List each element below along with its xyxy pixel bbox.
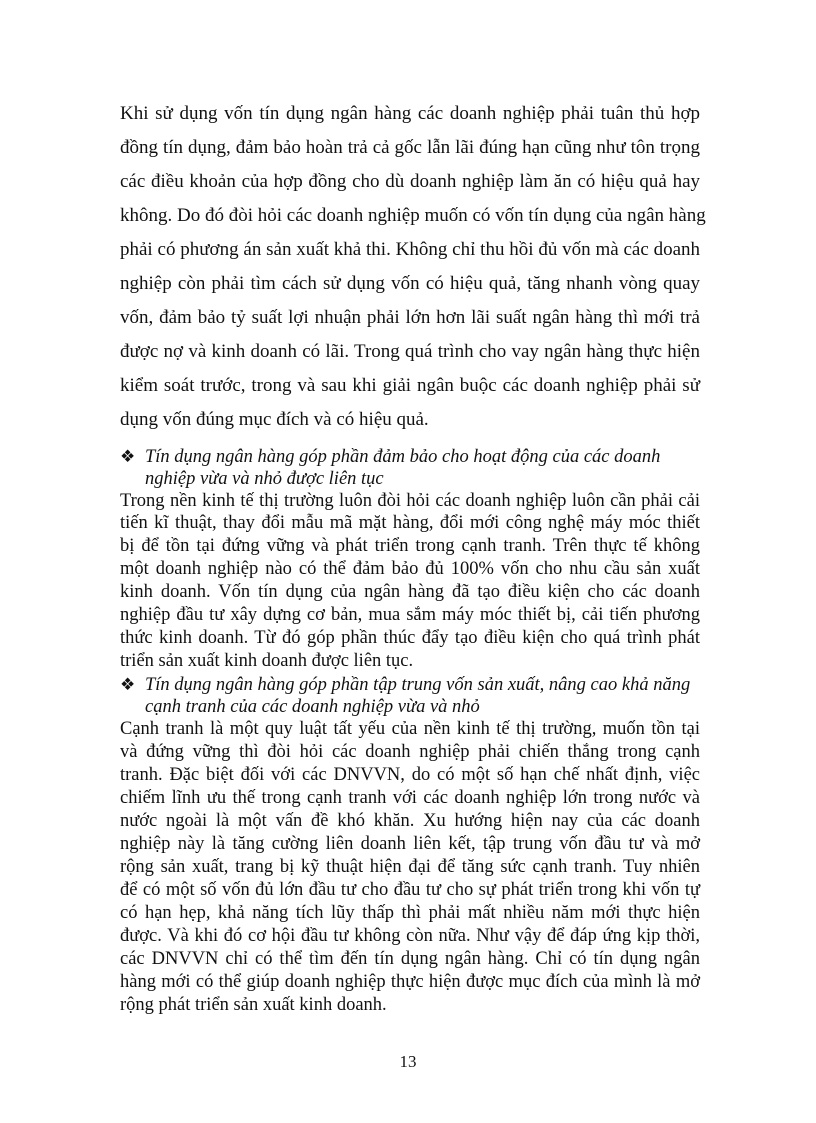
text-line: nghiệp này là tăng cường liên doanh liên kết, tập trung vốn đầu tư và mở: [120, 834, 700, 854]
text-line: dụng vốn đúng mục đích và có hiệu quả.: [120, 409, 429, 430]
text-line: rộng phát triển sản xuất kinh doanh.: [120, 995, 387, 1015]
text-line: kiểm soát trước, trong và sau khi giải ngân buộc các doanh nghiệp phải sử: [120, 375, 700, 396]
text-line: rộng sản xuất, trang bị kỹ thuật hiện đại để tăng sức cạnh tranh. Tuy nhiên: [120, 857, 700, 877]
text-line: Khi sử dụng vốn tín dụng ngân hàng các doanh nghiệp phải tuân thủ hợp: [120, 103, 700, 124]
text-line: phải có phương án sản xuất khả thi. Không chỉ thu hồi đủ vốn mà các doanh: [120, 239, 700, 260]
text-line: Trong nền kinh tế thị trường luôn đòi hỏi các doanh nghiệp luôn cần phải cải: [120, 491, 700, 511]
text-line: Cạnh tranh là một quy luật tất yếu của nền kinh tế thị trường, muốn tồn tại: [120, 719, 700, 739]
text-line: không. Do đó đòi hỏi các doanh nghiệp muốn có vốn tín dụng của ngân hàng: [120, 205, 706, 226]
text-line: được nợ và kinh doanh có lãi. Trong quá trình cho vay ngân hàng thực hiện: [120, 341, 700, 362]
text-line: các điều khoản của hợp đồng cho dù doanh nghiệp làm ăn có hiệu quả hay: [120, 171, 700, 192]
heading-line: Tín dụng ngân hàng góp phần tập trung vốn sản xuất, nâng cao khả năng: [145, 675, 691, 695]
page-number: 13: [399, 1052, 417, 1071]
text-line: để có một số vốn đủ lớn đầu tư cho đầu tư cho sự phát triển trong khi vốn tự: [120, 880, 700, 900]
text-line: nước ngoài là một vấn đề khó khăn. Xu hướng hiện nay của các doanh: [120, 811, 700, 831]
text-line: đồng tín dụng, đảm bảo hoàn trả cả gốc lẫn lãi đúng hạn cũng như tôn trọng: [120, 137, 700, 158]
text-line: bị để tồn tại đứng vững và phát triển trong cạnh tranh. Trên thực tế không: [120, 536, 700, 556]
text-line: các DNVVN chỉ có thể tìm đến tín dụng ngân hàng. Chỉ có tín dụng ngân: [120, 949, 700, 969]
text-line: được. Và khi đó cơ hội đầu tư không còn nữa. Như vậy để đáp ứng kịp thời,: [120, 926, 700, 946]
text-line: có hạn hẹp, khả năng tích lũy thấp thì phải mất nhiều năm mới thực hiện: [120, 903, 700, 923]
text-line: nghiệp đầu tư xây dựng cơ bản, mua sắm máy móc thiết bị, cải tiến phương: [120, 605, 700, 625]
diamond-bullet-icon: ❖: [120, 447, 136, 466]
text-line: tranh. Đặc biệt đối với các DNVVN, do có một số hạn chế nhất định, việc: [120, 765, 700, 785]
heading-line: cạnh tranh của các doanh nghiệp vừa và nhỏ: [145, 697, 480, 717]
text-line: hàng mới có thể giúp doanh nghiệp thực hiện được mục đích của mình là mở: [120, 972, 700, 992]
text-line: chiếm lĩnh ưu thế trong cạnh tranh với các doanh nghiệp lớn trong nước và: [120, 788, 700, 808]
heading-line: nghiệp vừa và nhỏ được liên tục: [145, 469, 384, 489]
heading-line: Tín dụng ngân hàng góp phần đảm bảo cho hoạt động của các doanh: [145, 447, 661, 467]
diamond-bullet-icon: ❖: [120, 675, 136, 694]
text-line: thức kinh doanh. Từ đó góp phần thúc đẩy tạo điều kiện cho quá trình phát: [120, 628, 700, 648]
text-line: tiến kĩ thuật, thay đổi mẫu mã mặt hàng, đổi mới công nghệ máy móc thiết: [120, 513, 700, 533]
text-line: một doanh nghiệp nào có thể đảm bảo đủ 100% vốn cho nhu cầu sản xuất: [120, 559, 700, 579]
text-line: kinh doanh. Vốn tín dụng của ngân hàng đã tạo điều kiện cho các doanh: [120, 582, 700, 602]
text-line: vốn, đảm bảo tỷ suất lợi nhuận phải lớn hơn lãi suất ngân hàng thì mới trả: [120, 307, 700, 328]
text-line: và đứng vững thì đòi hỏi các doanh nghiệp phải chiến thắng trong cạnh: [120, 742, 700, 762]
text-line: triển sản xuất kinh doanh được liên tục.: [120, 651, 414, 671]
text-line: nghiệp còn phải tìm cách sử dụng vốn có hiệu quả, tăng nhanh vòng quay: [120, 273, 700, 294]
